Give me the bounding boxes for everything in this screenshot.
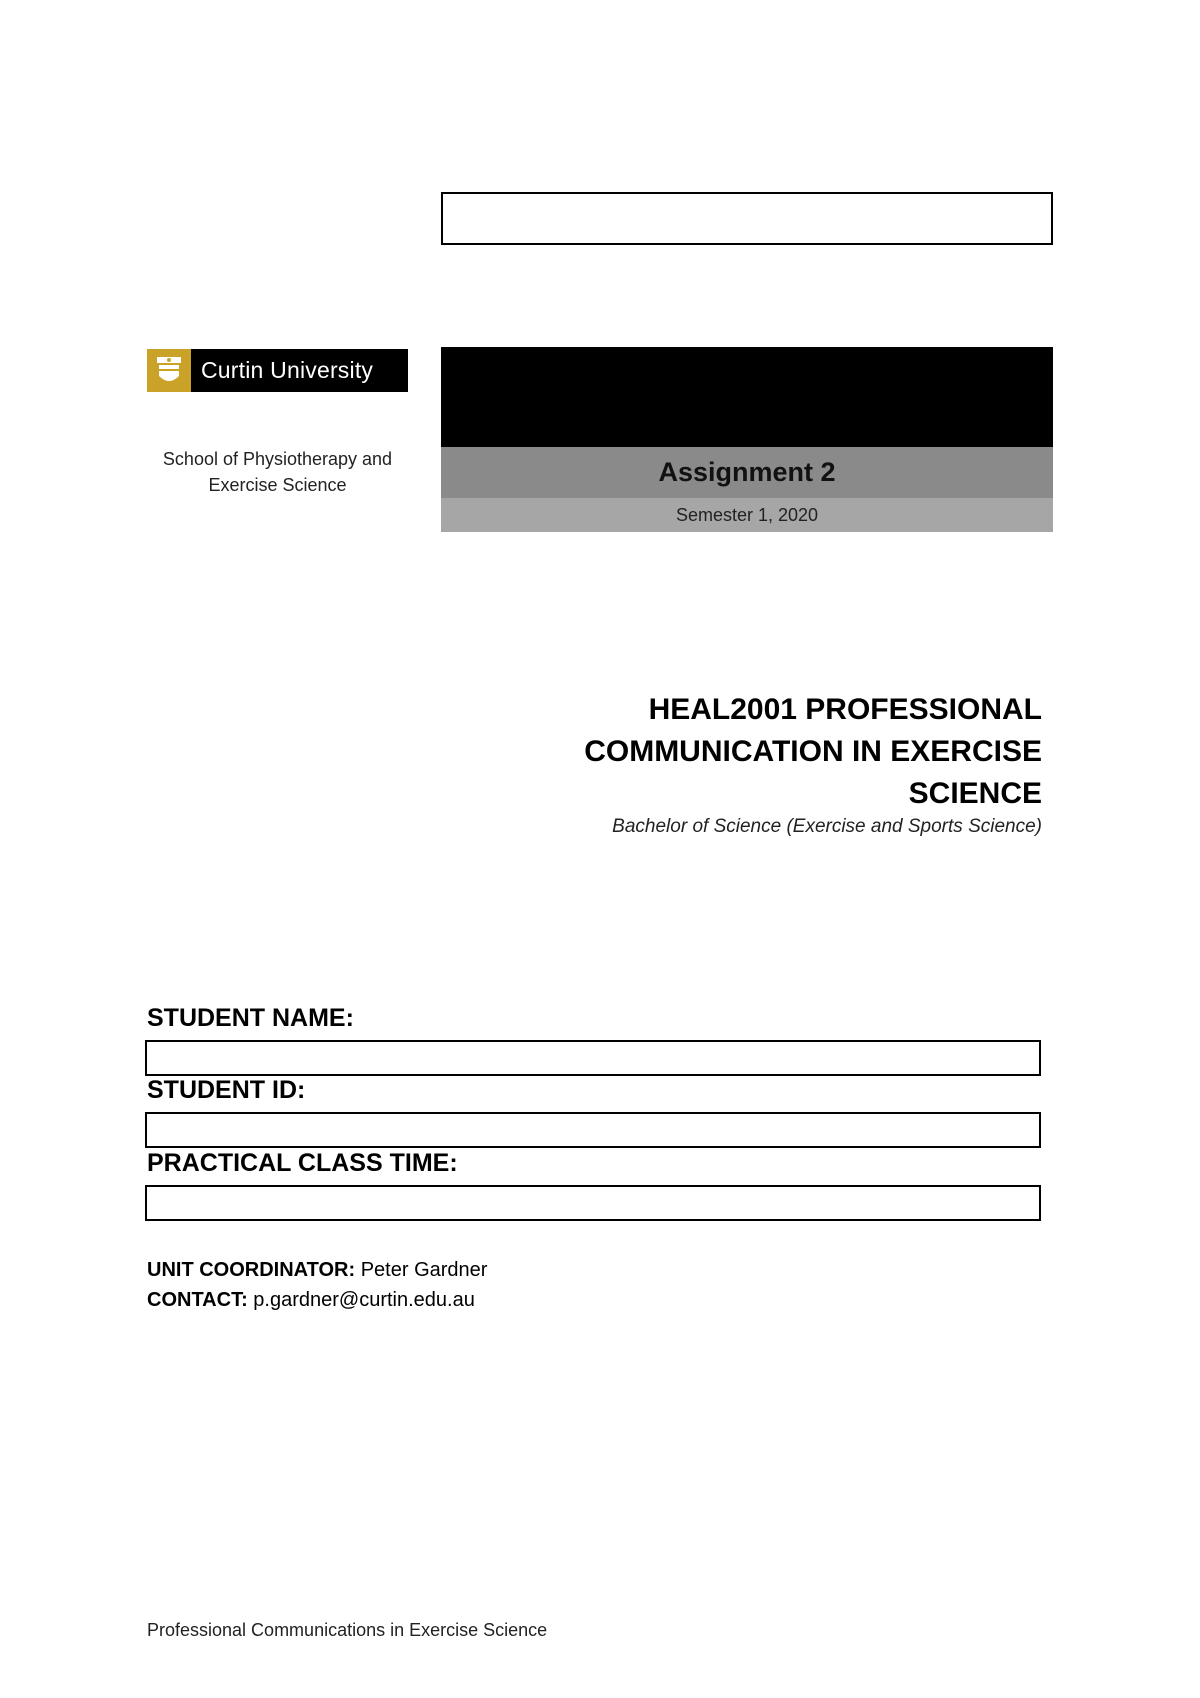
school-name — [147, 446, 408, 498]
crest-icon — [147, 349, 191, 392]
school-name-line1: School of Physiotherapy and — [162, 449, 393, 469]
contact-line — [147, 1289, 475, 1312]
contact-label: CONTACT: — [147, 1289, 248, 1311]
unit-title — [422, 689, 1042, 815]
contact-email[interactable]: p.gardner@curtin.edu.au — [253, 1289, 475, 1311]
top-blank-box — [441, 192, 1053, 245]
student-name-field[interactable] — [145, 1040, 1041, 1076]
unit-coordinator-label: UNIT COORDINATOR: — [147, 1259, 356, 1281]
page-footer: Professional Communications in Exercise Science — [147, 1620, 548, 1640]
practical-class-time-label: PRACTICAL CLASS TIME: — [147, 1149, 458, 1177]
student-id-field[interactable] — [145, 1112, 1041, 1148]
unit-coordinator-value: Peter Gardner — [360, 1259, 488, 1281]
practical-class-time-field[interactable] — [145, 1185, 1041, 1221]
student-name-label: STUDENT NAME: — [147, 1004, 354, 1032]
semester-label: Semester 1, 2020 — [441, 498, 1053, 532]
curtin-university-logo — [147, 349, 408, 392]
unit-title-line2: COMMUNICATION IN EXERCISE — [584, 735, 1042, 768]
logo-text: Curtin University — [201, 357, 374, 383]
student-id-label: STUDENT ID: — [147, 1076, 306, 1104]
unit-title-line1: HEAL2001 PROFESSIONAL — [648, 693, 1042, 726]
assignment-title: Assignment 2 — [441, 447, 1053, 498]
degree-name: Bachelor of Science (Exercise and Sports Science) — [612, 816, 1042, 837]
unit-coordinator-line — [147, 1259, 487, 1282]
unit-title-line3: SCIENCE — [908, 777, 1042, 810]
banner-black-block — [441, 347, 1053, 447]
school-name-line2: Exercise Science — [208, 475, 347, 495]
